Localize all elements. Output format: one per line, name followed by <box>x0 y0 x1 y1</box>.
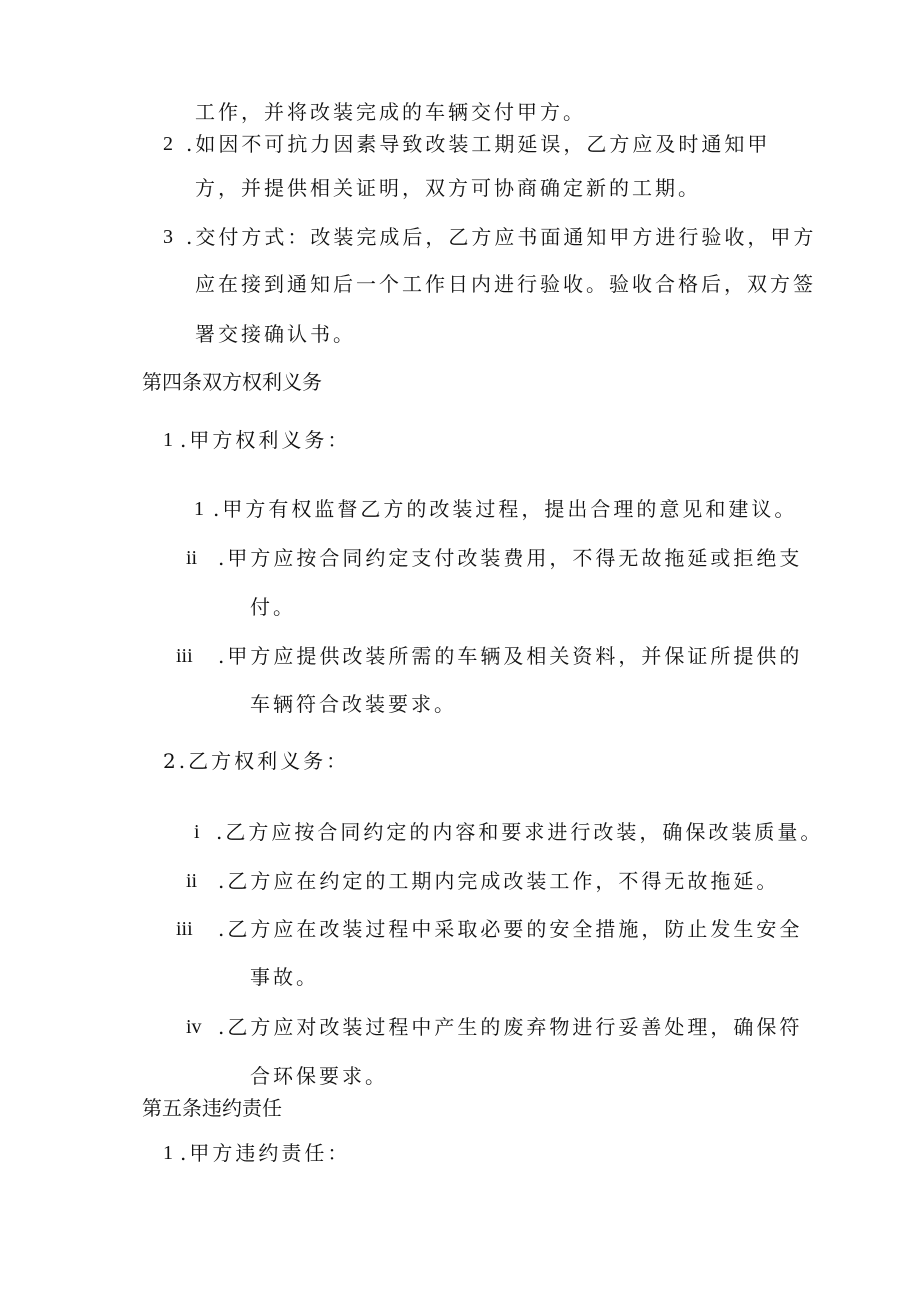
list-item-text: .乙方应在改装过程中采取必要的安全措施，防止发生安全 <box>218 917 803 941</box>
list-number: iii <box>176 645 193 667</box>
section3-continuation: 工作，并将改装完成的车辆交付甲方。 <box>195 100 586 124</box>
list-number: iii <box>176 918 193 940</box>
list-number: i <box>194 821 200 843</box>
list-number: 3 <box>163 226 173 248</box>
subsection-label: .甲方权利义务： <box>180 428 351 452</box>
list-item-text: 署交接确认书。 <box>195 322 356 346</box>
list-item-text: .甲方有权监督乙方的改装过程，提出合理的意见和建议。 <box>213 497 798 521</box>
list-item-text: .乙方应在约定的工期内完成改装工作，不得无故拖延。 <box>218 869 780 893</box>
subsection-label: .甲方违约责任： <box>180 1141 351 1165</box>
list-item-text: 应在接到通知后一个工作日内进行验收。验收合格后，双方签 <box>195 272 816 296</box>
list-number: 2 <box>163 133 173 155</box>
list-number: 1 <box>163 429 173 451</box>
list-number: 1 <box>163 1142 173 1164</box>
list-item-text: .甲方应按合同约定支付改装费用，不得无故拖延或拒绝支 <box>218 546 803 570</box>
list-item-text: 合环保要求。 <box>250 1064 388 1088</box>
subsection-label: 2.乙方权利义务： <box>163 749 350 773</box>
list-item-text: 车辆符合改装要求。 <box>250 692 457 716</box>
list-item-text: .交付方式：改装完成后，乙方应书面通知甲方进行验收，甲方 <box>186 225 817 249</box>
list-item-text: 方，并提供相关证明，双方可协商确定新的工期。 <box>195 176 701 200</box>
list-number: iv <box>186 1016 202 1038</box>
article-heading: 第五条违约责任 <box>142 1096 282 1120</box>
list-number: ii <box>186 547 198 569</box>
list-item-text: .乙方应按合同约定的内容和要求进行改装，确保改装质量。 <box>216 820 824 844</box>
list-item-text: 付。 <box>250 595 296 619</box>
list-item-text: .甲方应提供改装所需的车辆及相关资料，并保证所提供的 <box>218 644 803 668</box>
list-number: 1 <box>194 498 204 520</box>
list-number: ii <box>186 870 198 892</box>
list-item-text: .如因不可抗力因素导致改装工期延误，乙方应及时通知甲 <box>186 132 771 156</box>
article-heading: 第四条双方权利义务 <box>142 370 322 394</box>
list-item-text: 事故。 <box>250 965 319 989</box>
list-item-text: .乙方应对改装过程中产生的废弃物进行妥善处理，确保符 <box>218 1015 803 1039</box>
